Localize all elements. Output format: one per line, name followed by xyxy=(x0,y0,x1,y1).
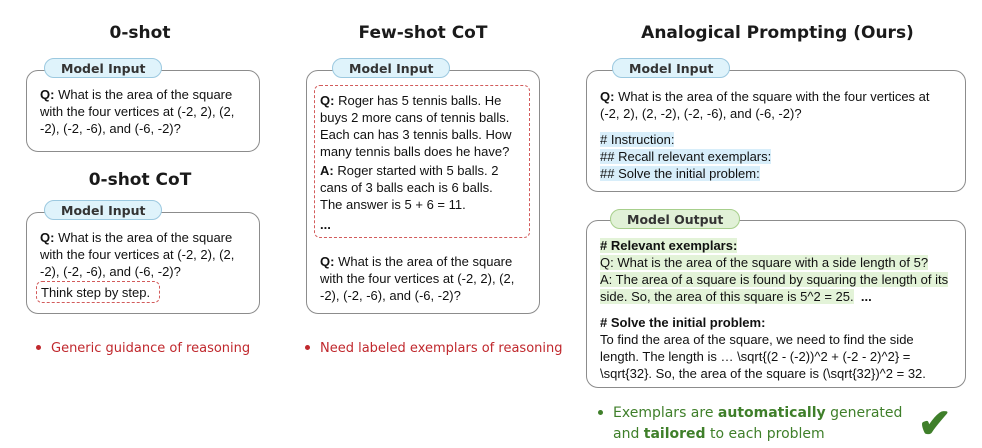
solve-heading: # Solve the initial problem: xyxy=(600,315,766,330)
note-line2-bold: tailored xyxy=(643,426,706,442)
note-line1-post: generated xyxy=(825,405,903,421)
few-shot-cot-title: Few-shot CoT xyxy=(358,23,488,43)
exemplar-ellipsis: ... xyxy=(860,289,872,304)
solve-line: length. The length is … \sqrt{(2 - (-2))^2 + (-2 - 2)^2} = xyxy=(600,349,911,364)
zero-shot-cot-note xyxy=(36,341,250,356)
few-shot-question xyxy=(320,253,514,304)
question-line: (-2, 2), (2, -2), (-2, -6), and (-6, -2)? xyxy=(600,106,802,121)
analogical-title: Analogical Prompting (Ours) xyxy=(641,23,914,43)
bullet-dot xyxy=(36,345,41,350)
analogical-note xyxy=(598,403,902,445)
few-shot-cot-note xyxy=(305,341,563,356)
zero-shot-title: 0-shot xyxy=(109,23,171,43)
solve-line: To find the area of the square, we need to find the side xyxy=(600,332,914,347)
question-line: What is the area of the square xyxy=(58,230,233,245)
solve-line: \sqrt{32}. So, the area of the square is (\sqrt{32})^2 = 32. xyxy=(600,366,926,381)
question-label: Q: xyxy=(600,89,615,104)
question-line: with the four vertices at (-2, 2), (2, xyxy=(40,104,235,119)
exemplar-line: Q: What is the area of the square with a side length of 5? xyxy=(600,255,929,270)
question-line: with the four vertices at (-2, 2), (2, xyxy=(40,247,235,262)
analogical-input-pill: Model Input xyxy=(612,58,730,78)
zero-shot-cot-question xyxy=(40,229,234,280)
question-line: -2), (-2, -6), and (-6, -2)? xyxy=(320,288,461,303)
bullet-dot xyxy=(305,345,310,350)
exemplar-answer xyxy=(320,162,498,213)
zero-shot-cot-input-pill: Model Input xyxy=(44,200,162,220)
note-line1-pre: Exemplars are xyxy=(613,405,718,421)
question-label: Q: xyxy=(320,93,335,108)
question-line: -2), (-2, -6), and (-6, -2)? xyxy=(40,121,181,136)
exemplar-line: A: The area of a square is found by squaring the length of its xyxy=(600,272,949,287)
instruction-line: ## Recall relevant exemplars: xyxy=(600,149,772,164)
cot-instruction: Think step by step. xyxy=(41,285,151,300)
zero-shot-question xyxy=(40,86,234,137)
few-shot-cot-input-pill: Model Input xyxy=(332,58,450,78)
instruction-line: ## Solve the initial problem: xyxy=(600,166,760,181)
note-text: Generic guidance of reasoning xyxy=(51,341,251,356)
exemplar-line: side. So, the area of this square is 5^2 = 25. xyxy=(600,289,854,304)
exemplars-heading: # Relevant exemplars: xyxy=(600,238,738,253)
question-line: -2), (-2, -6), and (-6, -2)? xyxy=(40,264,181,279)
zero-shot-input-pill: Model Input xyxy=(44,58,162,78)
question-line: with the four vertices at (-2, 2), (2, xyxy=(320,271,515,286)
exemplar-line: many tennis balls does he have? xyxy=(320,144,510,159)
exemplar-question xyxy=(320,92,512,160)
analogical-output-pill: Model Output xyxy=(610,209,740,229)
question-line: What is the area of the square xyxy=(58,87,233,102)
question-label: Q: xyxy=(320,254,335,269)
question-label: Q: xyxy=(40,230,55,245)
exemplar-line: Roger has 5 tennis balls. He xyxy=(338,93,502,108)
checkmark-icon: ✔ xyxy=(918,402,952,446)
exemplar-line: Roger started with 5 balls. 2 xyxy=(337,163,499,178)
question-line: What is the area of the square with the four vertices at xyxy=(618,89,930,104)
exemplar-line: cans of 3 balls each is 6 balls. xyxy=(320,180,493,195)
solve-initial-problem xyxy=(600,314,926,382)
note-line1-bold: automatically xyxy=(717,405,826,421)
relevant-exemplars xyxy=(600,237,948,305)
exemplar-line: buys 2 more cans of tennis balls. xyxy=(320,110,510,125)
answer-label: A: xyxy=(320,163,334,178)
note-line2-post: to each problem xyxy=(705,426,825,442)
analogical-question xyxy=(600,88,930,122)
note-line2-pre: and xyxy=(613,426,644,442)
exemplar-ellipsis: ... xyxy=(320,217,331,232)
analogical-instruction xyxy=(600,131,771,182)
question-label: Q: xyxy=(40,87,55,102)
bullet-dot xyxy=(598,410,603,415)
question-line: What is the area of the square xyxy=(338,254,513,269)
note-text: Need labeled exemplars of reasoning xyxy=(320,341,563,356)
exemplar-line: Each can has 3 tennis balls. How xyxy=(320,127,512,142)
zero-shot-cot-title: 0-shot CoT xyxy=(88,170,192,190)
exemplar-line: The answer is 5 + 6 = 11. xyxy=(320,197,466,212)
instruction-line: # Instruction: xyxy=(600,132,675,147)
